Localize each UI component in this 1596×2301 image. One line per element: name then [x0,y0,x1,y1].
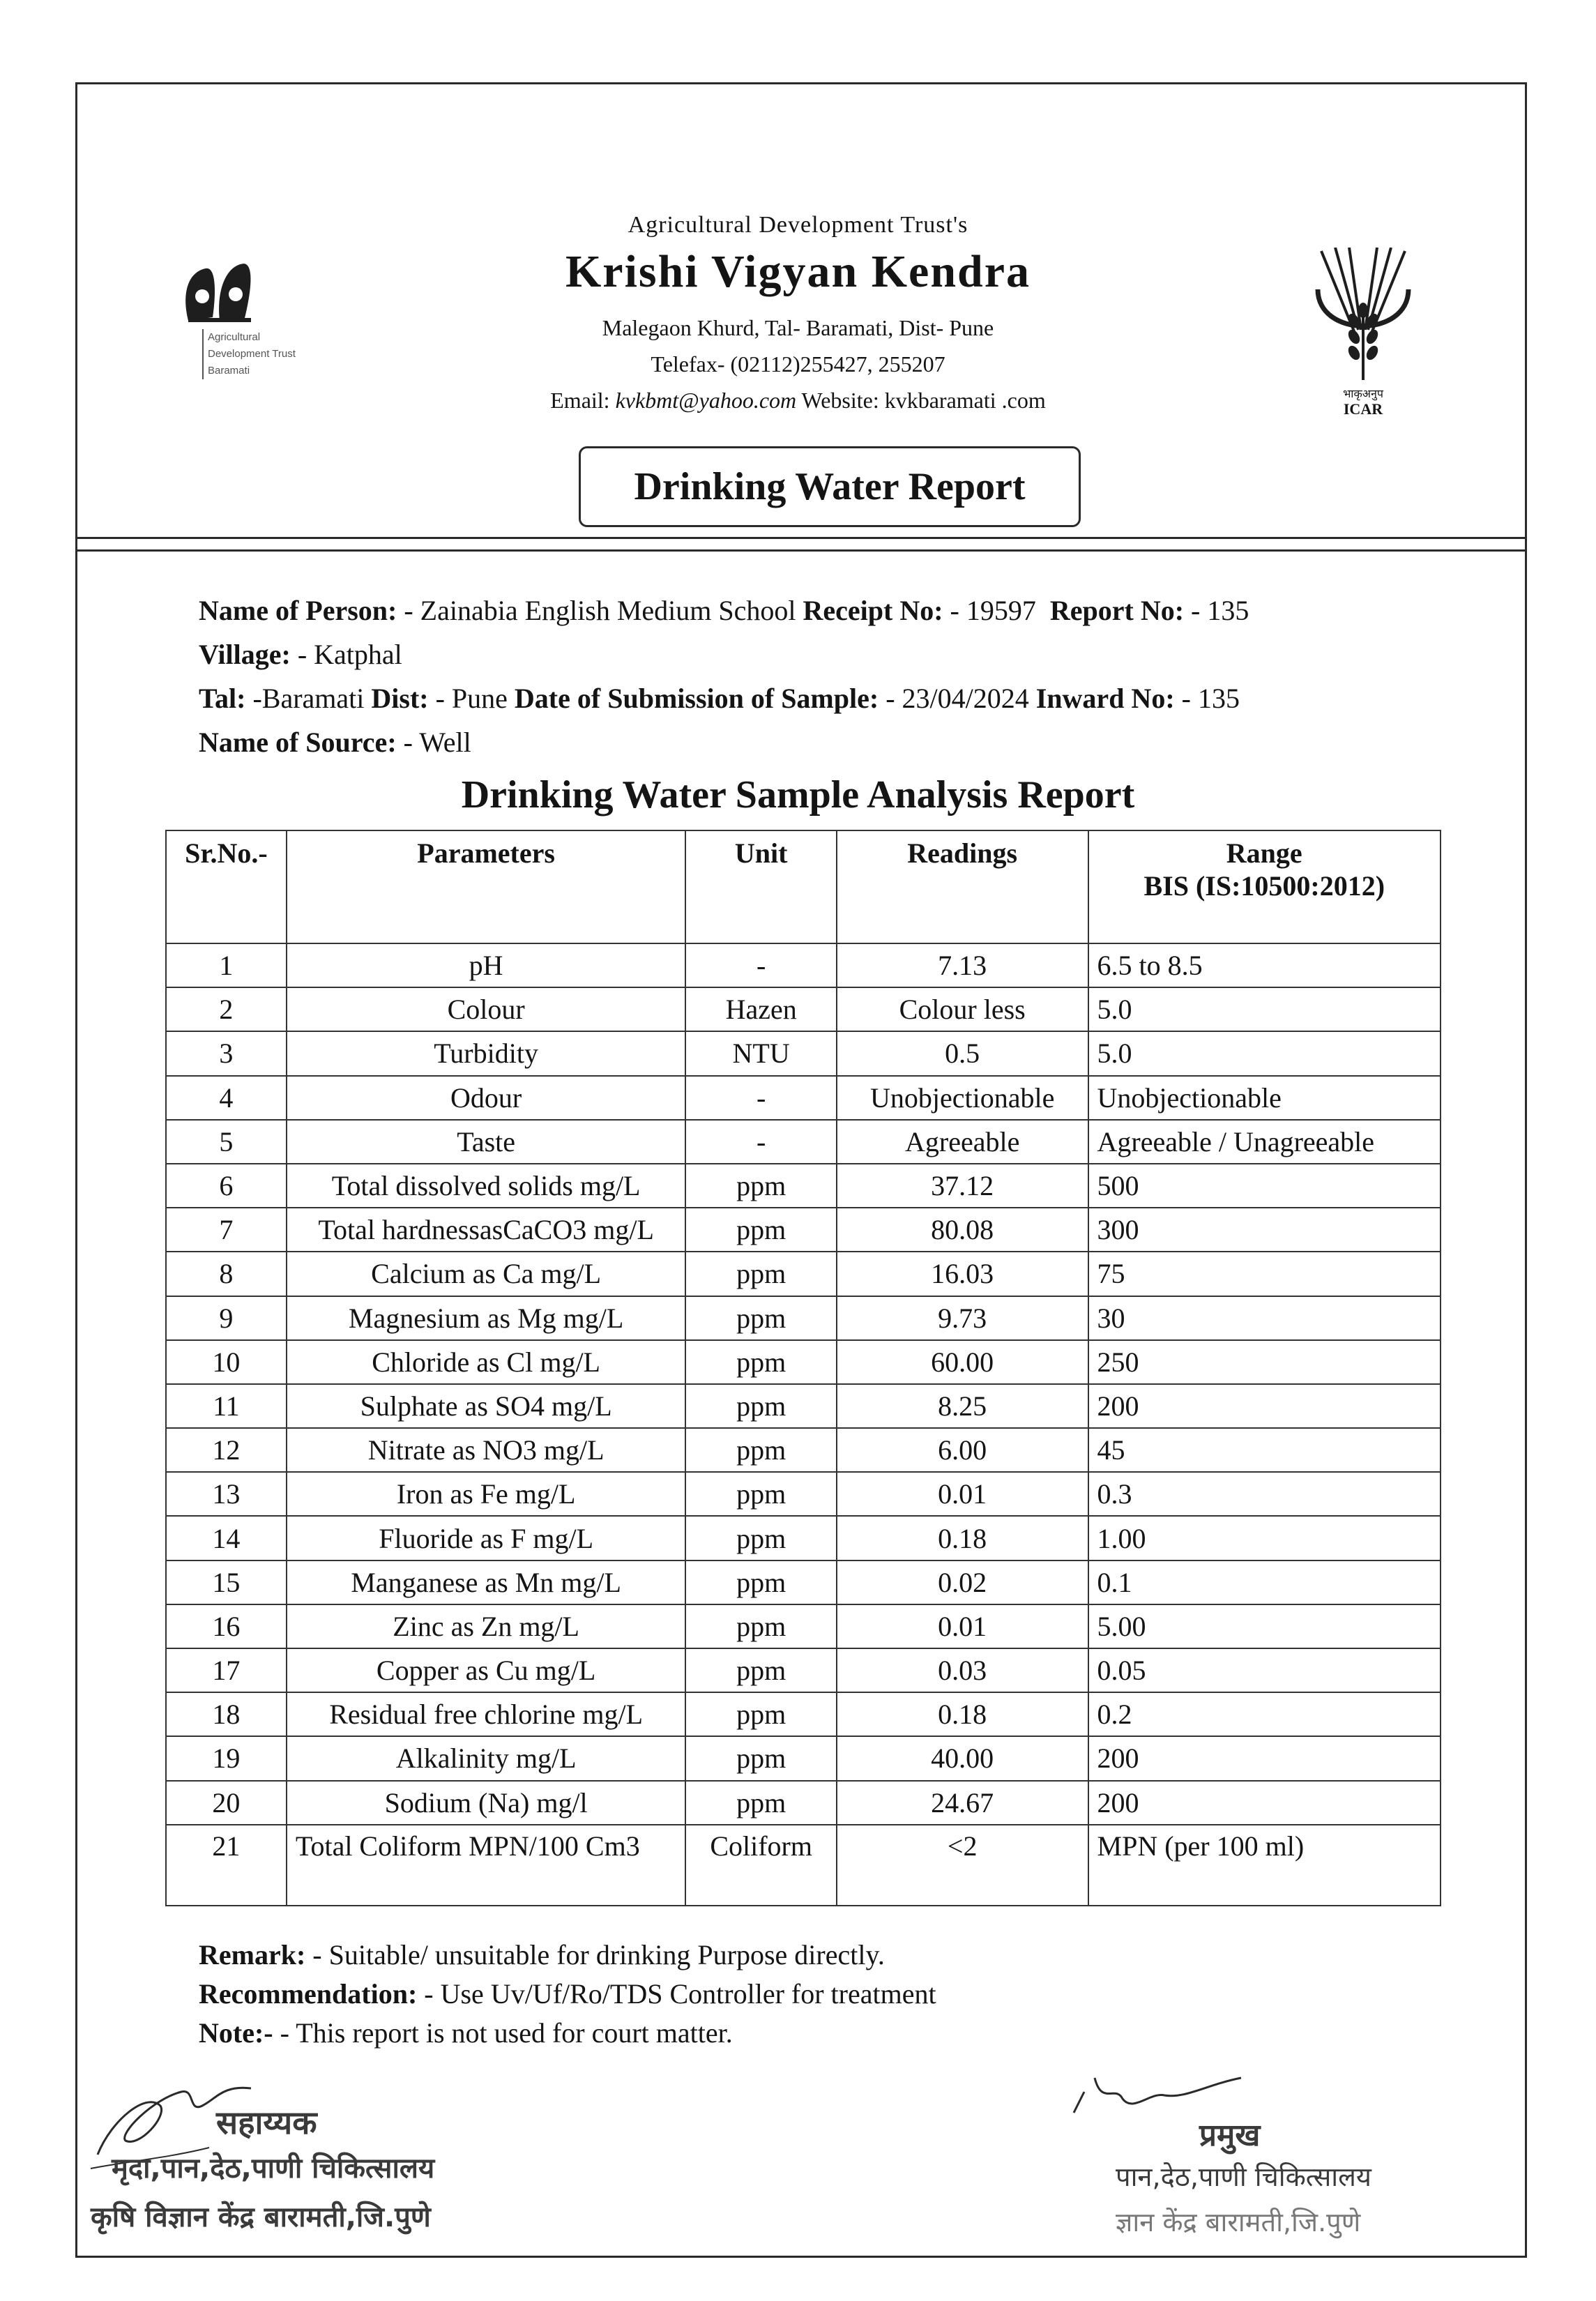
table-row [166,1120,1441,1164]
trust-name: Agricultural Development Trust's [628,212,968,238]
cell-unit: ppm [685,1384,836,1428]
source-label: Name of Source: [199,727,397,758]
cell-range: 0.2 [1088,1692,1441,1736]
logo-line-3: Baramati [208,365,250,377]
cell-range: 200 [1088,1384,1441,1428]
cell-reading: 0.01 [837,1604,1088,1648]
cell-range: 6.5 to 8.5 [1088,943,1441,987]
table-row [166,1252,1441,1296]
analysis-table [165,830,1441,1906]
receipt-value: - 19597 [950,595,1036,626]
remark-value: - Suitable/ unsuitable for drinking Purpose directly. [312,1939,885,1970]
cell-parameter: pH [287,943,686,987]
cell-sr: 6 [166,1164,287,1208]
cell-parameter: Total dissolved solids mg/L [287,1164,686,1208]
cell-range: 45 [1088,1428,1441,1472]
cell-sr: 20 [166,1781,287,1825]
table-row [166,1296,1441,1340]
cell-parameter: Sulphate as SO4 mg/L [287,1384,686,1428]
cell-sr: 5 [166,1120,287,1164]
table-row [166,1516,1441,1560]
cell-sr: 13 [166,1472,287,1516]
cell-range: 5.0 [1088,987,1441,1031]
source-value: - Well [403,727,471,758]
cell-sr: 3 [166,1031,287,1075]
cell-range: 1.00 [1088,1516,1441,1560]
cell-reading: 6.00 [837,1428,1088,1472]
table-row [166,1560,1441,1604]
cell-sr: 11 [166,1384,287,1428]
table-header-row [166,830,1441,943]
table-row [166,1164,1441,1208]
report-no-label: Report No: [1049,595,1185,626]
cell-reading: 8.25 [837,1384,1088,1428]
cell-parameter: Residual free chlorine mg/L [287,1692,686,1736]
cell-unit: - [685,1120,836,1164]
header-unit: Unit [685,830,836,943]
recommendation-line [199,1977,936,2010]
cell-reading: 24.67 [837,1781,1088,1825]
cell-parameter: Manganese as Mn mg/L [287,1560,686,1604]
cell-unit: ppm [685,1252,836,1296]
cell-parameter: Odour [287,1076,686,1120]
table-row [166,987,1441,1031]
left-stamp-line1: मृदा,पान,देठ,पाणी चिकित्सालय [112,2152,435,2185]
cell-range: 300 [1088,1208,1441,1252]
logo-line-2: Development Trust [208,348,296,360]
table-row [166,1825,1441,1906]
report-title: Drinking Water Report [634,465,1026,508]
cell-sr: 12 [166,1428,287,1472]
person-label: Name of Person: [199,595,397,626]
cell-parameter: Total hardnessasCaCO3 mg/L [287,1208,686,1252]
cell-reading: 0.02 [837,1560,1088,1604]
right-stamp-line2: ज्ञान केंद्र बारामती,जि.पुणे [1116,2207,1361,2238]
cell-parameter: Magnesium as Mg mg/L [287,1296,686,1340]
telefax: Telefax- (02112)255427, 255207 [651,351,945,377]
report-title-box [579,446,1081,527]
cell-reading: 80.08 [837,1208,1088,1252]
meta-line-4 [199,726,471,759]
contact-line [0,388,1596,413]
report-no-value: - 135 [1191,595,1249,626]
village-value: - Katphal [297,639,402,670]
cell-unit: ppm [685,1560,836,1604]
cell-unit: ppm [685,1340,836,1384]
date-label: Date of Submission of Sample: [514,683,879,714]
cell-range: 5.00 [1088,1604,1441,1648]
website: Website: kvkbaramati .com [801,388,1046,413]
header-divider [75,537,1527,539]
cell-parameter: Total Coliform MPN/100 Cm3 [287,1825,686,1906]
left-stamp-title: सहाय्यक [216,2104,317,2141]
cell-parameter: Chloride as Cl mg/L [287,1340,686,1384]
cell-parameter: Calcium as Ca mg/L [287,1252,686,1296]
note-line [199,2017,733,2049]
cell-range: 5.0 [1088,1031,1441,1075]
recommendation-value: - Use Uv/Uf/Ro/TDS Controller for treatment [424,1978,936,2010]
cell-range: 75 [1088,1252,1441,1296]
cell-sr: 9 [166,1296,287,1340]
note-value: - This report is not used for court matter. [280,2017,733,2049]
cell-sr: 7 [166,1208,287,1252]
cell-sr: 21 [166,1825,287,1906]
cell-reading: 0.01 [837,1472,1088,1516]
cell-unit: ppm [685,1736,836,1780]
cell-sr: 2 [166,987,287,1031]
cell-parameter: Copper as Cu mg/L [287,1648,686,1692]
cell-parameter: Taste [287,1120,686,1164]
cell-parameter: Colour [287,987,686,1031]
table-row [166,1472,1441,1516]
receipt-label: Receipt No: [803,595,943,626]
table-row [166,1384,1441,1428]
meta-line-1 [199,594,1249,627]
table-row [166,1340,1441,1384]
header-sr: Sr.No.- [166,830,287,943]
table-row [166,1736,1441,1780]
cell-reading: 16.03 [837,1252,1088,1296]
cell-reading: 0.18 [837,1516,1088,1560]
cell-unit: ppm [685,1472,836,1516]
table-row [166,1692,1441,1736]
cell-unit: NTU [685,1031,836,1075]
cell-range: 30 [1088,1296,1441,1340]
cell-range: 0.3 [1088,1472,1441,1516]
cell-range: MPN (per 100 ml) [1088,1825,1441,1906]
cell-unit: - [685,943,836,987]
cell-unit: ppm [685,1516,836,1560]
table-row [166,1428,1441,1472]
cell-unit: ppm [685,1296,836,1340]
cell-sr: 15 [166,1560,287,1604]
cell-reading: 9.73 [837,1296,1088,1340]
table-row [166,1604,1441,1648]
cell-unit: ppm [685,1692,836,1736]
table-row [166,1648,1441,1692]
header-parameters: Parameters [287,830,686,943]
inward-value: - 135 [1181,683,1240,714]
cell-unit: Hazen [685,987,836,1031]
inward-label: Inward No: [1035,683,1175,714]
table-row [166,1031,1441,1075]
cell-sr: 16 [166,1604,287,1648]
cell-unit: ppm [685,1164,836,1208]
cell-range: Unobjectionable [1088,1076,1441,1120]
cell-reading: Unobjectionable [837,1076,1088,1120]
cell-unit: ppm [685,1604,836,1648]
cell-sr: 14 [166,1516,287,1560]
tal-value: -Baramati [252,683,365,714]
table-row [166,1208,1441,1252]
cell-reading: 40.00 [837,1736,1088,1780]
meta-line-2 [199,638,402,671]
cell-range: 500 [1088,1164,1441,1208]
cell-reading: 0.03 [837,1648,1088,1692]
cell-parameter: Sodium (Na) mg/l [287,1781,686,1825]
cell-range: 250 [1088,1340,1441,1384]
header-divider-double [75,549,1527,552]
header-range-line2: BIS (IS:10500:2012) [1143,870,1385,902]
cell-sr: 17 [166,1648,287,1692]
cell-sr: 10 [166,1340,287,1384]
cell-reading: <2 [837,1825,1088,1906]
kvk-name: Krishi Vigyan Kendra [565,246,1031,297]
icar-label: ICAR [1343,400,1383,418]
cell-reading: Agreeable [837,1120,1088,1164]
cell-unit: - [685,1076,836,1120]
cell-reading: 37.12 [837,1164,1088,1208]
cell-range: 0.1 [1088,1560,1441,1604]
email-address: kvkbmt@yahoo.com [615,388,797,413]
cell-range: 200 [1088,1736,1441,1780]
dist-value: - Pune [435,683,508,714]
person-value: - Zainabia English Medium School [404,595,796,626]
meta-line-3 [199,682,1240,715]
cell-reading: 0.18 [837,1692,1088,1736]
right-stamp-title: प्रमुख [1199,2118,1261,2153]
table-row [166,1076,1441,1120]
dist-label: Dist: [371,683,429,714]
right-stamp-line1: पान,देठ,पाणी चिकित्सालय [1116,2162,1371,2192]
table-row [166,943,1441,987]
village-label: Village: [199,639,291,670]
email-label: Email: [550,388,610,413]
table-row [166,1781,1441,1825]
cell-reading: Colour less [837,987,1088,1031]
cell-range: 200 [1088,1781,1441,1825]
left-stamp-line2: कृषि विज्ञान केंद्र बारामती,जि.पुणे [91,2201,431,2233]
header-range [1088,830,1441,943]
cell-parameter: Fluoride as F mg/L [287,1516,686,1560]
address: Malegaon Khurd, Tal- Baramati, Dist- Pune [602,315,994,340]
cell-sr: 19 [166,1736,287,1780]
tal-label: Tal: [199,683,246,714]
cell-range: Agreeable / Unagreeable [1088,1120,1441,1164]
cell-sr: 18 [166,1692,287,1736]
cell-parameter: Zinc as Zn mg/L [287,1604,686,1648]
cell-unit: Coliform [685,1825,836,1906]
recommendation-label: Recommendation: [199,1978,418,2010]
icar-hindi-label: भाकृअनुप [1343,387,1383,400]
remark-line [199,1938,885,1971]
cell-sr: 4 [166,1076,287,1120]
cell-unit: ppm [685,1428,836,1472]
cell-reading: 7.13 [837,943,1088,987]
cell-unit: ppm [685,1781,836,1825]
cell-reading: 60.00 [837,1340,1088,1384]
header-readings: Readings [837,830,1088,943]
date-value: - 23/04/2024 [886,683,1029,714]
cell-range: 0.05 [1088,1648,1441,1692]
cell-parameter: Iron as Fe mg/L [287,1472,686,1516]
cell-parameter: Alkalinity mg/L [287,1736,686,1780]
cell-sr: 1 [166,943,287,987]
remark-label: Remark: [199,1939,306,1970]
logo-line-1: Agricultural [208,331,261,343]
analysis-title: Drinking Water Sample Analysis Report [461,773,1135,817]
cell-parameter: Turbidity [287,1031,686,1075]
note-label: Note:- [199,2017,273,2049]
cell-unit: ppm [685,1648,836,1692]
cell-reading: 0.5 [837,1031,1088,1075]
header-range-line1: Range [1226,837,1302,869]
cell-unit: ppm [685,1208,836,1252]
cell-sr: 8 [166,1252,287,1296]
cell-parameter: Nitrate as NO3 mg/L [287,1428,686,1472]
